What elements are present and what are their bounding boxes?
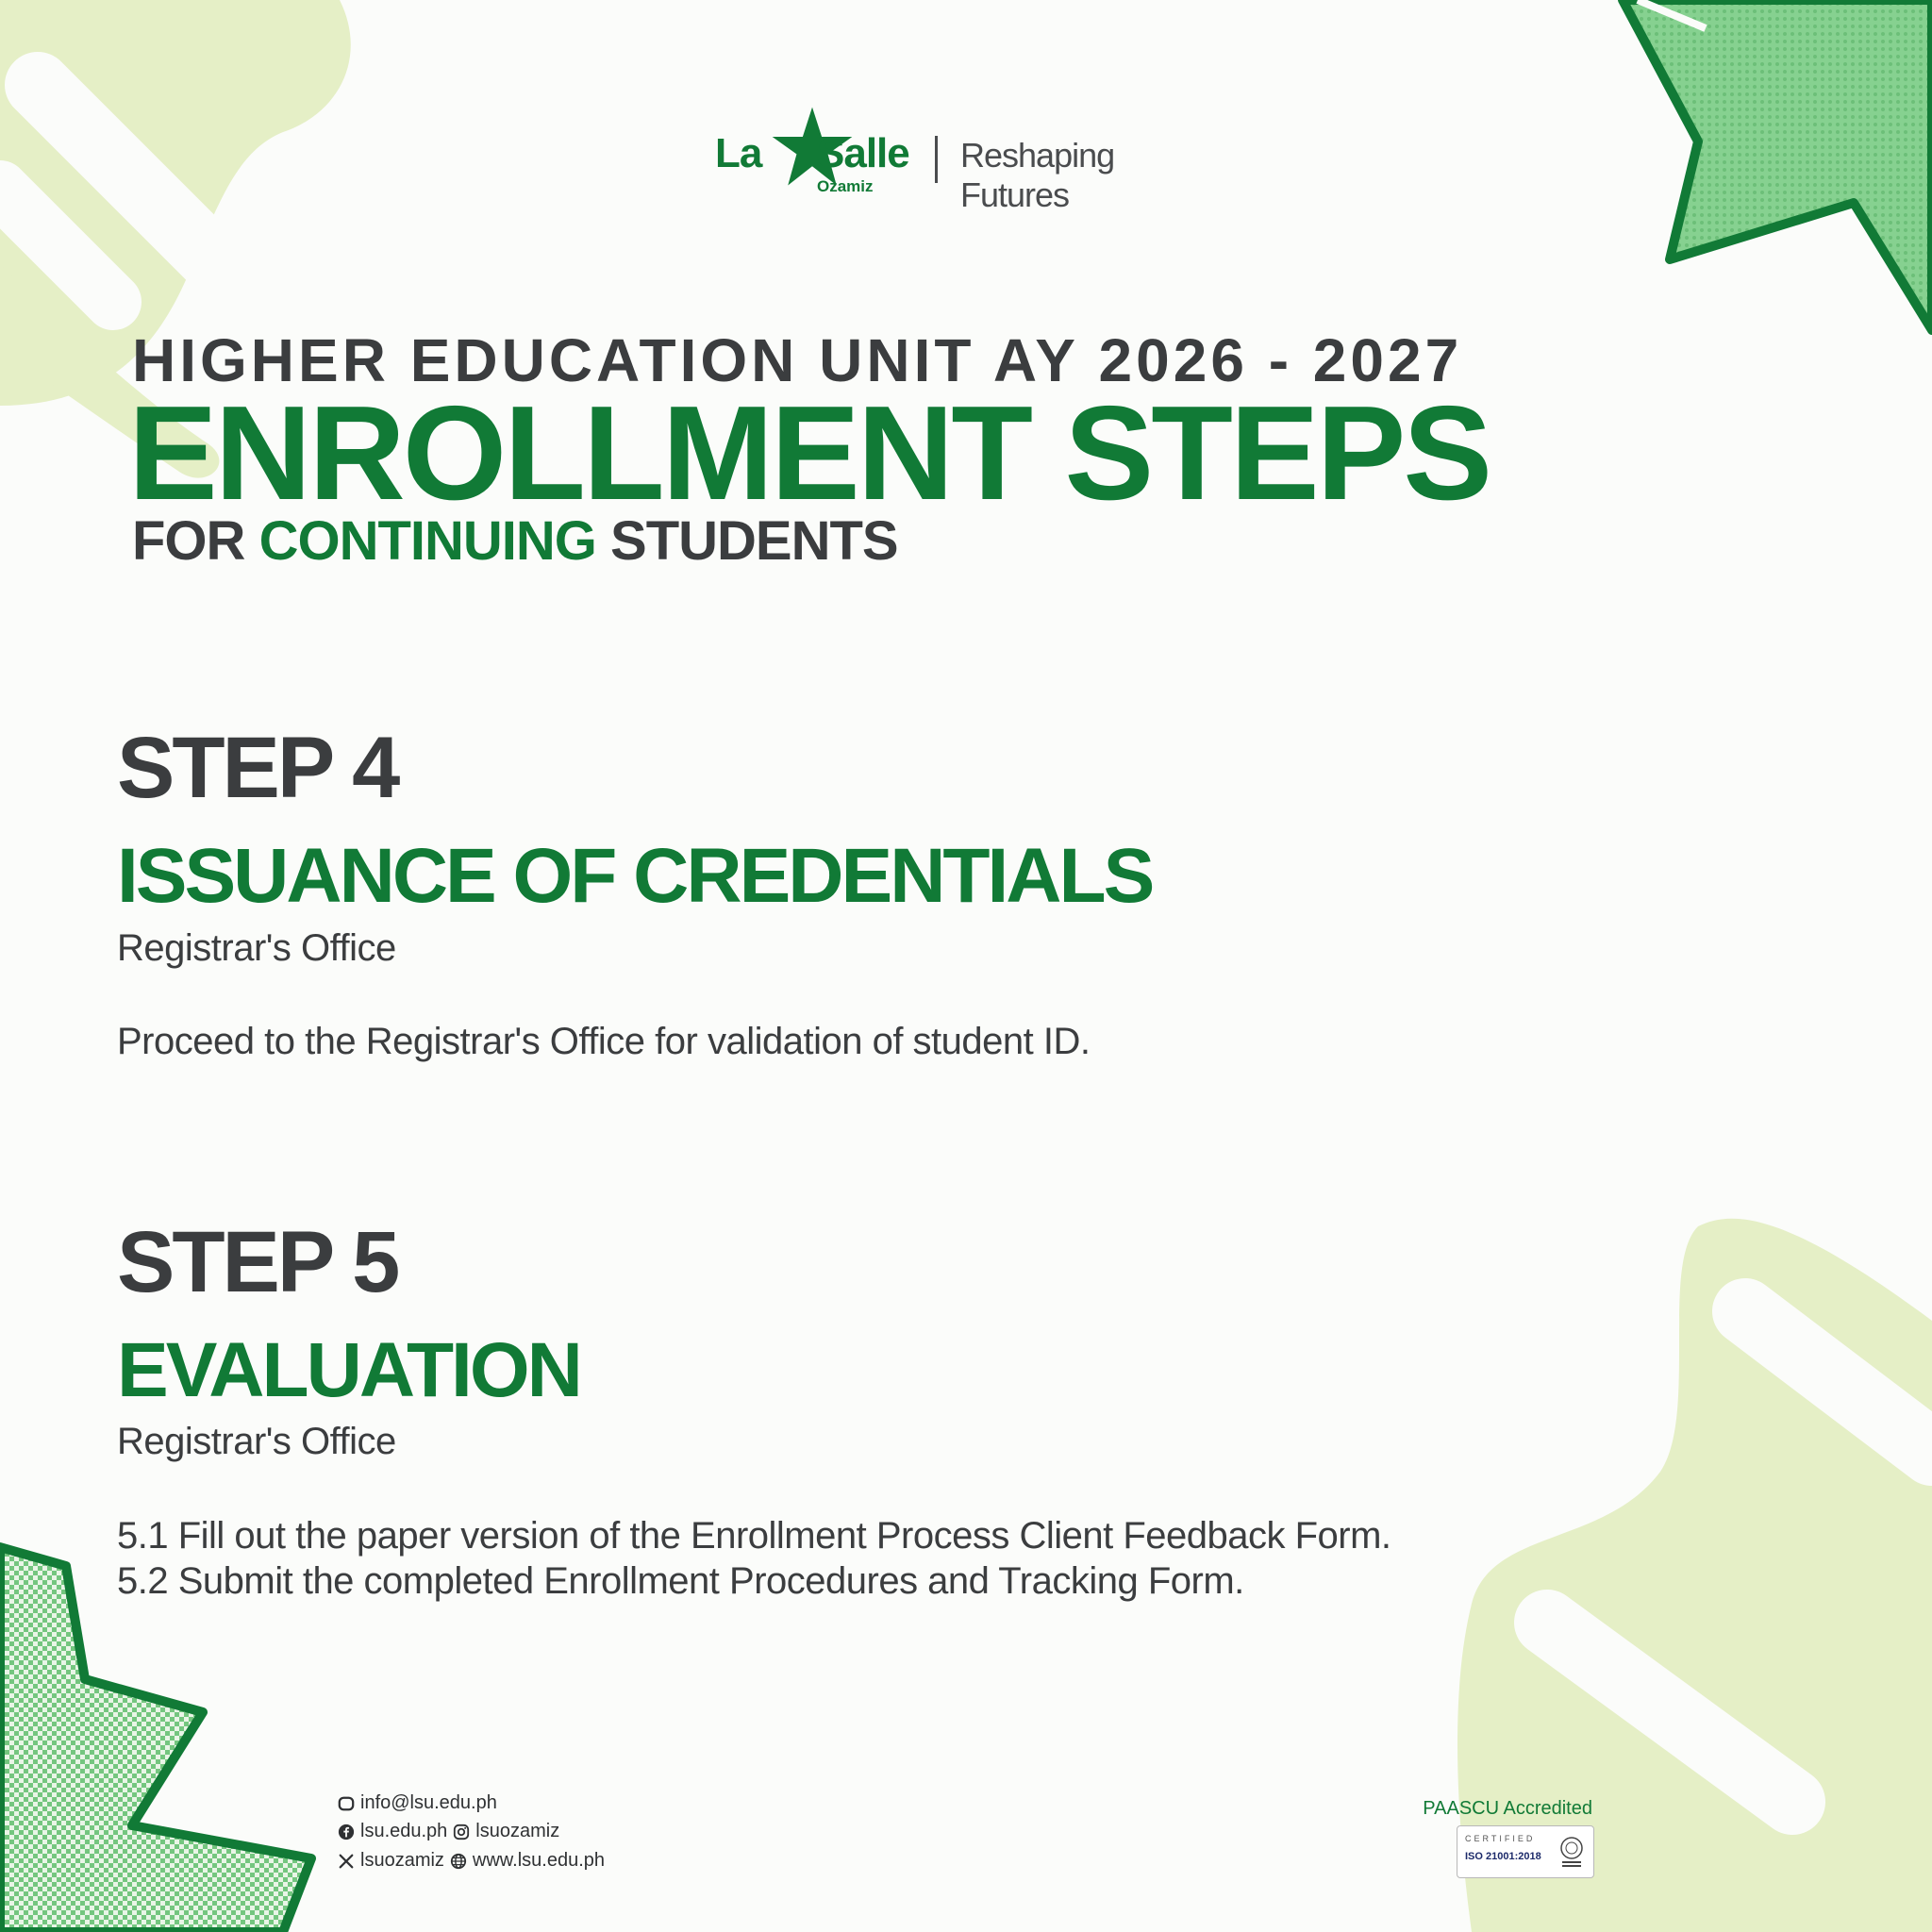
contact-email[interactable] [338, 1792, 497, 1814]
email-icon [338, 1795, 355, 1812]
x-icon [338, 1853, 355, 1870]
contact-web-row [338, 1850, 605, 1872]
subtitle-prefix: FOR [132, 510, 245, 572]
unit-year-kicker: HIGHER EDUCATION UNIT AY 2026 - 2027 [132, 326, 1463, 394]
globe-icon [450, 1853, 467, 1870]
certification-seal-icon [1557, 1836, 1586, 1868]
cert-standard: ISO 21001:2018 [1465, 1851, 1541, 1862]
instagram-text[interactable]: lsuozamiz [475, 1821, 560, 1841]
website-text[interactable]: www.lsu.edu.ph [472, 1850, 605, 1871]
step-4-office: Registrar's Office [117, 927, 396, 969]
facebook-text[interactable]: lsu.edu.ph [360, 1821, 448, 1841]
step-5-office: Registrar's Office [117, 1421, 396, 1462]
subtitle-accent: CONTINUING [258, 510, 596, 572]
logo-text-la: La [715, 130, 762, 176]
contact-social-row [338, 1821, 559, 1842]
accreditation-label: PAASCU Accredited [1423, 1798, 1592, 1819]
instagram-icon [453, 1824, 470, 1840]
facebook-icon [338, 1824, 355, 1840]
x-text[interactable]: lsuozamiz [360, 1850, 444, 1871]
page-title: ENROLLMENT STEPS [128, 378, 1491, 528]
step-4-detail: Proceed to the Registrar's Office for validation of student ID. [117, 1021, 1091, 1062]
email-text: info@lsu.edu.ph [360, 1792, 497, 1813]
logo-divider [935, 136, 938, 183]
logo-campus: Ozamiz [817, 177, 874, 195]
step-5-detail-2: 5.2 Submit the completed Enrollment Procedures and Tracking Form. [117, 1560, 1244, 1602]
iso-certification-badge [1457, 1825, 1594, 1878]
subtitle-suffix: STUDENTS [610, 510, 898, 572]
brand-header [715, 104, 1224, 214]
step-4-title: ISSUANCE OF CREDENTIALS [117, 833, 1153, 919]
logo-text-salle: Salle [817, 130, 909, 176]
step-5-detail-1: 5.1 Fill out the paper version of the Enrollment Process Client Feedback Form. [117, 1515, 1391, 1557]
audience-subtitle [132, 509, 898, 573]
step-5-title: EVALUATION [117, 1327, 580, 1413]
step-4-label: STEP 4 [117, 720, 398, 816]
step-5-label: STEP 5 [117, 1214, 398, 1310]
brand-tagline: Reshaping Futures [960, 136, 1115, 214]
cert-caption: CERTIFIED [1465, 1834, 1536, 1843]
